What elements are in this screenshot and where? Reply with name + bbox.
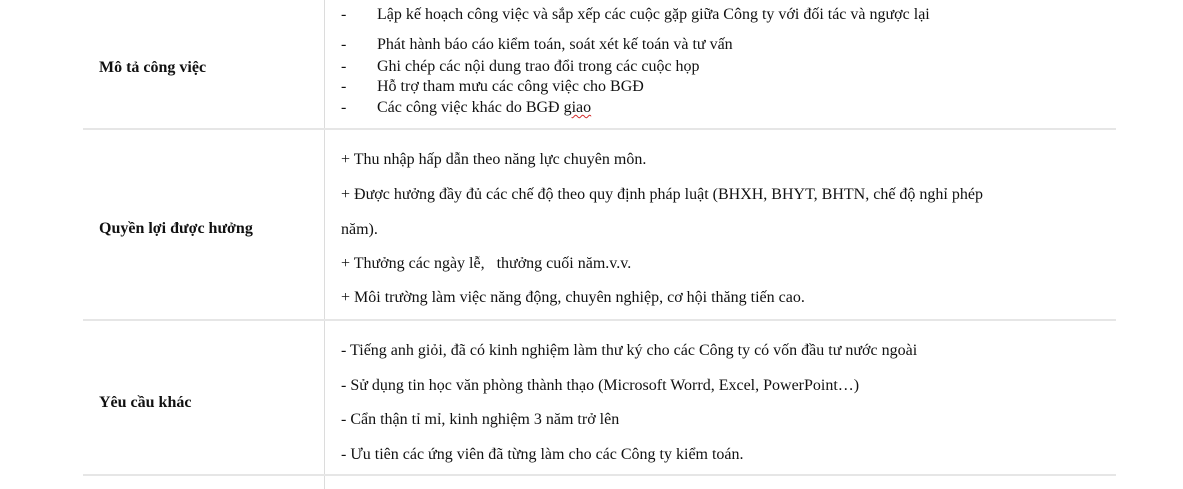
list-item: Phát hành báo cáo kiểm toán, soát xét kế toán và tư vấn — [377, 36, 733, 53]
list-item: Ghi chép các nội dung trao đổi trong các cuộc họp — [377, 58, 700, 75]
row-label-benefits: Quyền lợi được hưởng — [99, 220, 253, 237]
list-item: Hỗ trợ tham mưu các công việc cho BGĐ — [377, 78, 644, 95]
list-item: + Được hưởng đầy đủ các chế độ theo quy định pháp luật (BHXH, BHYT, BHTN, chế độ nghỉ phép — [341, 186, 983, 203]
row-divider — [83, 319, 1116, 321]
list-bullet: - — [341, 58, 347, 75]
list-item — [377, 99, 591, 117]
list-item: + Môi trường làm việc năng động, chuyên nghiệp, cơ hội thăng tiến cao. — [341, 289, 805, 306]
column-divider — [324, 0, 325, 489]
row-label-other-requirements: Yêu cầu khác — [99, 394, 192, 411]
list-bullet: - — [341, 6, 347, 23]
list-bullet: - — [341, 99, 347, 116]
list-bullet: - — [341, 78, 347, 95]
list-item: + Thưởng các ngày lễ, thưởng cuối năm.v.v. — [341, 255, 632, 272]
list-item: - Sử dụng tin học văn phòng thành thạo (Microsoft Worrd, Excel, PowerPoint…) — [341, 377, 860, 394]
row-divider — [83, 128, 1116, 130]
list-item: - Cẩn thận tỉ mỉ, kinh nghiệm 3 năm trở lên — [341, 411, 620, 428]
list-bullet: - — [341, 36, 347, 53]
list-item: năm). — [341, 221, 378, 238]
list-item: Lập kế hoạch công việc và sắp xếp các cuộc gặp giữa Công ty với đối tác và ngược lại — [377, 6, 930, 23]
list-item-text: Các công việc khác do BGĐ — [377, 99, 560, 116]
job-detail-table — [83, 0, 1116, 489]
spellcheck-word: giao — [563, 99, 592, 116]
list-item: - Ưu tiên các ứng viên đã từng làm cho các Công ty kiểm toán. — [341, 446, 744, 463]
list-item: + Thu nhập hấp dẫn theo năng lực chuyên môn. — [341, 151, 647, 168]
row-label-job-description: Mô tả công việc — [99, 59, 207, 76]
row-divider — [83, 474, 1116, 476]
list-item: - Tiếng anh giỏi, đã có kinh nghiệm làm thư ký cho các Công ty có vốn đầu tư nước ngoài — [341, 342, 918, 359]
